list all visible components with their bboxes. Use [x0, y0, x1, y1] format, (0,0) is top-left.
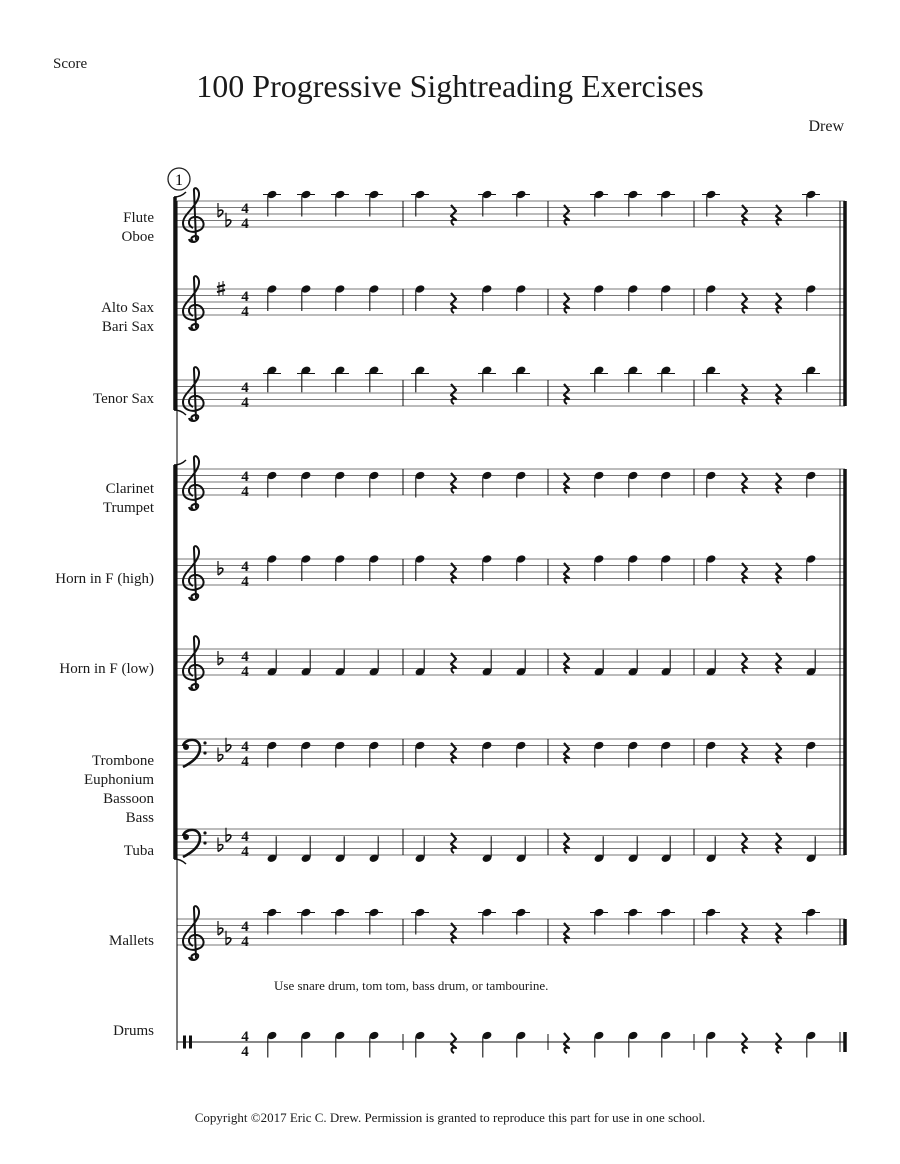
time-signature-bottom: 4: [241, 754, 249, 770]
quarter-note: [590, 190, 608, 217]
instrument-label: Trombone Euphonium Bassoon Bass: [84, 753, 154, 826]
quarter-note: [266, 836, 277, 863]
quarter-note: [705, 836, 716, 863]
quarter-note: [365, 365, 383, 392]
time-signature-top: 4: [241, 919, 249, 935]
staff: [177, 1029, 845, 1060]
treble-clef: [183, 636, 204, 690]
quarter-note: [334, 741, 345, 768]
quarter-note: [515, 284, 526, 311]
time-signature-top: 4: [241, 649, 249, 665]
time-signature-top: 4: [241, 201, 249, 217]
quarter-note: [334, 650, 345, 677]
quarter-note: [702, 365, 720, 392]
quarter-note: [805, 1031, 816, 1058]
treble-clef: [183, 276, 204, 330]
quarter-note: [414, 284, 425, 311]
quarter-note: [263, 190, 281, 217]
quarter-note: [478, 190, 496, 217]
time-signature-bottom: 4: [241, 304, 249, 320]
sharp-stroke: [217, 285, 225, 287]
quarter-note: [657, 365, 675, 392]
quarter-note: [297, 190, 315, 217]
time-signature-top: 4: [241, 559, 249, 575]
quarter-note: [365, 908, 383, 935]
quarter-note: [414, 650, 425, 677]
quarter-note: [414, 1031, 425, 1058]
quarter-note: [331, 365, 349, 392]
bracket-hook: [174, 192, 186, 197]
quarter-note: [805, 284, 816, 311]
quarter-note: [805, 650, 816, 677]
staff: [177, 636, 845, 690]
bass-clef-dot: [203, 751, 206, 754]
quarter-note: [705, 650, 716, 677]
quarter-note: [660, 471, 671, 498]
quarter-note: [515, 1031, 526, 1058]
bass-clef: [183, 740, 200, 767]
time-signature-bottom: 4: [241, 664, 249, 680]
quarter-note: [512, 365, 530, 392]
quarter-note: [478, 908, 496, 935]
time-signature-bottom: 4: [241, 216, 249, 232]
quarter-note: [660, 836, 671, 863]
quarter-note: [624, 365, 642, 392]
quarter-note: [368, 1031, 379, 1058]
percussion-clef: [189, 1036, 192, 1049]
quarter-note: [414, 741, 425, 768]
instrument-label: Tenor Sax: [92, 390, 154, 407]
bass-clef: [183, 830, 200, 857]
quarter-note: [263, 365, 281, 392]
quarter-note: [515, 554, 526, 581]
time-signature-bottom: 4: [241, 574, 249, 590]
quarter-note: [660, 650, 671, 677]
quarter-note: [481, 650, 492, 677]
quarter-note: [805, 554, 816, 581]
bracket-hook: [174, 460, 186, 465]
quarter-note: [802, 190, 820, 217]
quarter-note: [705, 554, 716, 581]
quarter-note: [590, 908, 608, 935]
instrument-label: Mallets: [109, 932, 154, 949]
bass-clef-dot: [183, 744, 189, 750]
quarter-note: [705, 471, 716, 498]
time-signature-top: 4: [241, 289, 249, 305]
quarter-note: [657, 190, 675, 217]
sharp-stroke: [217, 290, 225, 292]
time-signature-top: 4: [241, 829, 249, 845]
time-signature-bottom: 4: [241, 844, 249, 860]
quarter-note: [334, 1031, 345, 1058]
quarter-note: [624, 190, 642, 217]
quarter-note: [368, 284, 379, 311]
bracket-hook: [174, 410, 186, 415]
quarter-note: [411, 365, 429, 392]
quarter-note: [702, 908, 720, 935]
quarter-rest: [451, 1033, 456, 1053]
staff: [177, 546, 845, 600]
quarter-note: [334, 836, 345, 863]
quarter-note: [481, 471, 492, 498]
quarter-note: [593, 650, 604, 677]
quarter-note: [300, 1031, 311, 1058]
quarter-note: [300, 741, 311, 768]
quarter-note: [300, 471, 311, 498]
quarter-note: [627, 471, 638, 498]
quarter-note: [300, 284, 311, 311]
quarter-note: [512, 190, 530, 217]
staff: [177, 188, 845, 242]
quarter-note: [593, 554, 604, 581]
quarter-note: [702, 190, 720, 217]
bracket-hook: [174, 859, 186, 864]
quarter-note: [365, 190, 383, 217]
quarter-note: [512, 908, 530, 935]
copyright-notice: Copyright ©2017 Eric C. Drew. Permission is granted to reproduce this part for use in one school.: [194, 1110, 706, 1125]
quarter-note: [593, 741, 604, 768]
instrument-label: Tuba: [123, 842, 154, 859]
quarter-note: [300, 836, 311, 863]
time-signature-top: 4: [241, 1029, 249, 1045]
quarter-note: [660, 554, 671, 581]
quarter-note: [331, 190, 349, 217]
quarter-note: [660, 1031, 671, 1058]
treble-clef: [183, 906, 204, 960]
quarter-note: [297, 365, 315, 392]
quarter-note: [414, 836, 425, 863]
treble-clef: [183, 456, 204, 510]
quarter-note: [657, 908, 675, 935]
time-signature-bottom: 4: [241, 934, 249, 950]
page-title: 100 Progressive Sightreading Exercises: [196, 68, 704, 104]
instrument-label: Flute Oboe: [121, 210, 154, 245]
quarter-note: [368, 836, 379, 863]
quarter-note: [266, 1031, 277, 1058]
quarter-note: [368, 554, 379, 581]
time-signature-top: 4: [241, 739, 249, 755]
staff: [177, 365, 845, 421]
quarter-rest: [564, 1033, 569, 1053]
quarter-note: [593, 836, 604, 863]
quarter-note: [593, 284, 604, 311]
quarter-note: [593, 1031, 604, 1058]
rehearsal-mark-number: 1: [175, 172, 183, 189]
quarter-note: [627, 741, 638, 768]
quarter-note: [263, 908, 281, 935]
quarter-note: [368, 741, 379, 768]
quarter-note: [627, 1031, 638, 1058]
quarter-note: [802, 908, 820, 935]
staff: [177, 828, 845, 863]
quarter-note: [334, 284, 345, 311]
quarter-note: [515, 836, 526, 863]
quarter-note: [297, 908, 315, 935]
instrument-label: Drums: [113, 1022, 154, 1039]
bass-clef-dot: [203, 741, 206, 744]
bass-clef-dot: [203, 841, 206, 844]
quarter-note: [515, 741, 526, 768]
quarter-note: [266, 741, 277, 768]
quarter-note: [515, 471, 526, 498]
quarter-note: [593, 471, 604, 498]
quarter-note: [660, 284, 671, 311]
quarter-note: [300, 554, 311, 581]
score-label: Score: [53, 56, 88, 72]
quarter-note: [624, 908, 642, 935]
quarter-note: [481, 554, 492, 581]
quarter-note: [266, 471, 277, 498]
quarter-note: [515, 650, 526, 677]
quarter-note: [660, 741, 671, 768]
quarter-note: [627, 284, 638, 311]
treble-clef: [183, 546, 204, 600]
quarter-note: [805, 471, 816, 498]
instrument-label: Horn in F (high): [55, 570, 154, 587]
bass-clef-dot: [203, 831, 206, 834]
time-signature-top: 4: [241, 469, 249, 485]
time-signature-top: 4: [241, 380, 249, 396]
quarter-note: [414, 554, 425, 581]
quarter-note: [334, 554, 345, 581]
time-signature-bottom: 4: [241, 1044, 249, 1060]
quarter-note: [481, 836, 492, 863]
staff: [177, 906, 845, 960]
quarter-note: [627, 650, 638, 677]
composer-name: Drew: [808, 118, 844, 135]
quarter-note: [411, 190, 429, 217]
staff: [177, 456, 845, 510]
quarter-note: [481, 1031, 492, 1058]
staff: [177, 276, 845, 330]
quarter-note: [481, 741, 492, 768]
quarter-note: [266, 554, 277, 581]
quarter-note: [368, 650, 379, 677]
percussion-clef: [183, 1036, 186, 1049]
instrument-label: Horn in F (low): [59, 660, 154, 677]
quarter-note: [368, 471, 379, 498]
quarter-note: [334, 471, 345, 498]
quarter-note: [411, 908, 429, 935]
quarter-note: [805, 836, 816, 863]
quarter-note: [481, 284, 492, 311]
quarter-note: [478, 365, 496, 392]
quarter-rest: [742, 1033, 747, 1053]
staff: [177, 738, 845, 770]
percussion-instructions: Use snare drum, tom tom, bass drum, or tambourine.: [274, 978, 549, 993]
bass-clef-dot: [183, 834, 189, 840]
quarter-note: [705, 284, 716, 311]
quarter-note: [331, 908, 349, 935]
instrument-label: Alto Sax Bari Sax: [101, 300, 154, 335]
quarter-note: [805, 741, 816, 768]
quarter-note: [705, 1031, 716, 1058]
quarter-note: [266, 284, 277, 311]
quarter-note: [802, 365, 820, 392]
quarter-note: [590, 365, 608, 392]
quarter-note: [300, 650, 311, 677]
treble-clef: [183, 188, 204, 242]
quarter-note: [627, 836, 638, 863]
instrument-label: Clarinet Trumpet: [102, 481, 154, 516]
treble-clef: [183, 367, 204, 421]
quarter-note: [705, 741, 716, 768]
time-signature-bottom: 4: [241, 484, 249, 500]
rehearsal-mark: [168, 168, 190, 190]
quarter-rest: [776, 1033, 781, 1053]
quarter-note: [414, 471, 425, 498]
quarter-note: [627, 554, 638, 581]
time-signature-bottom: 4: [241, 395, 249, 411]
quarter-note: [266, 650, 277, 677]
